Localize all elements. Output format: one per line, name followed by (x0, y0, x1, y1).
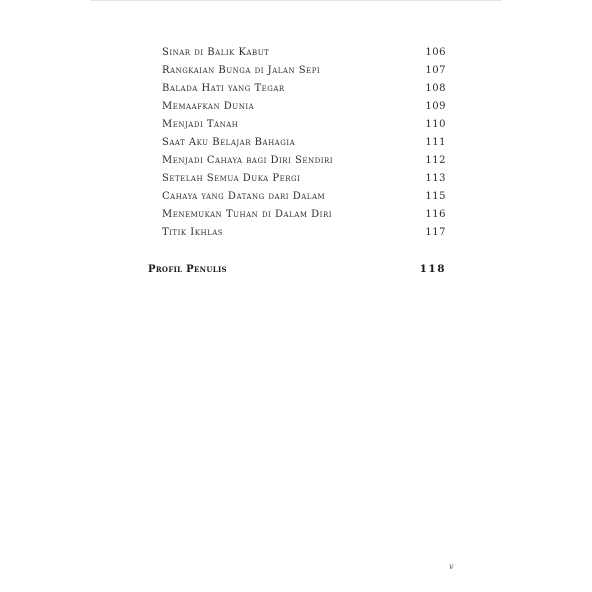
toc-entry-title: Titik Ikhlas (162, 227, 224, 238)
toc-entry[interactable] (162, 44, 448, 62)
toc-entry-title: Setelah Semua Duka Pergi (162, 173, 301, 184)
toc-entry-title: Menjadi Cahaya bagi Diri Sendiri (162, 155, 334, 166)
toc-entry[interactable] (162, 152, 448, 170)
toc-entry-page: 112 (425, 155, 446, 166)
toc-entry-page: 106 (425, 47, 446, 58)
toc-entry[interactable] (162, 62, 448, 80)
toc-entry-title: Sinar di Balik Kabut (162, 47, 270, 58)
toc-entry[interactable] (162, 80, 448, 98)
toc-entry[interactable] (162, 134, 448, 152)
toc-section-title: Profil Penulis (148, 264, 227, 275)
toc-entry-page: 111 (425, 137, 446, 148)
toc-entry-page: 110 (425, 119, 446, 130)
toc-section-page: 118 (419, 263, 446, 275)
toc-entry[interactable] (162, 206, 448, 224)
toc-entry-page: 117 (425, 227, 446, 238)
toc-entry-page: 107 (425, 65, 446, 76)
toc-entry-page: 109 (425, 101, 446, 112)
toc-entry-title: Menemukan Tuhan di Dalam Diri (162, 209, 332, 220)
toc-entry[interactable] (162, 116, 448, 134)
toc-entry-title: Cahaya yang Datang dari Dalam (162, 191, 326, 202)
toc-entry[interactable] (162, 98, 448, 116)
toc-entry-title: Rangkaian Bunga di Jalan Sepi (162, 65, 321, 76)
page-number: v (449, 562, 454, 571)
toc-entry[interactable] (162, 170, 448, 188)
toc-entry-title: Menjadi Tanah (162, 119, 239, 130)
toc-entry-page: 113 (425, 173, 446, 184)
toc-entry-title: Memaafkan Dunia (162, 101, 255, 112)
toc-entry-page: 108 (425, 83, 446, 94)
toc-entry[interactable] (162, 188, 448, 206)
table-of-contents (162, 44, 448, 242)
page-top-edge (90, 0, 502, 3)
toc-section-profil-penulis[interactable] (148, 260, 446, 278)
toc-entry[interactable] (162, 224, 448, 242)
toc-entry-title: Balada Hati yang Tegar (162, 83, 285, 94)
toc-entry-page: 115 (425, 191, 446, 202)
toc-entry-title: Saat Aku Belajar Bahagia (162, 137, 296, 148)
toc-entry-page: 116 (425, 209, 446, 220)
